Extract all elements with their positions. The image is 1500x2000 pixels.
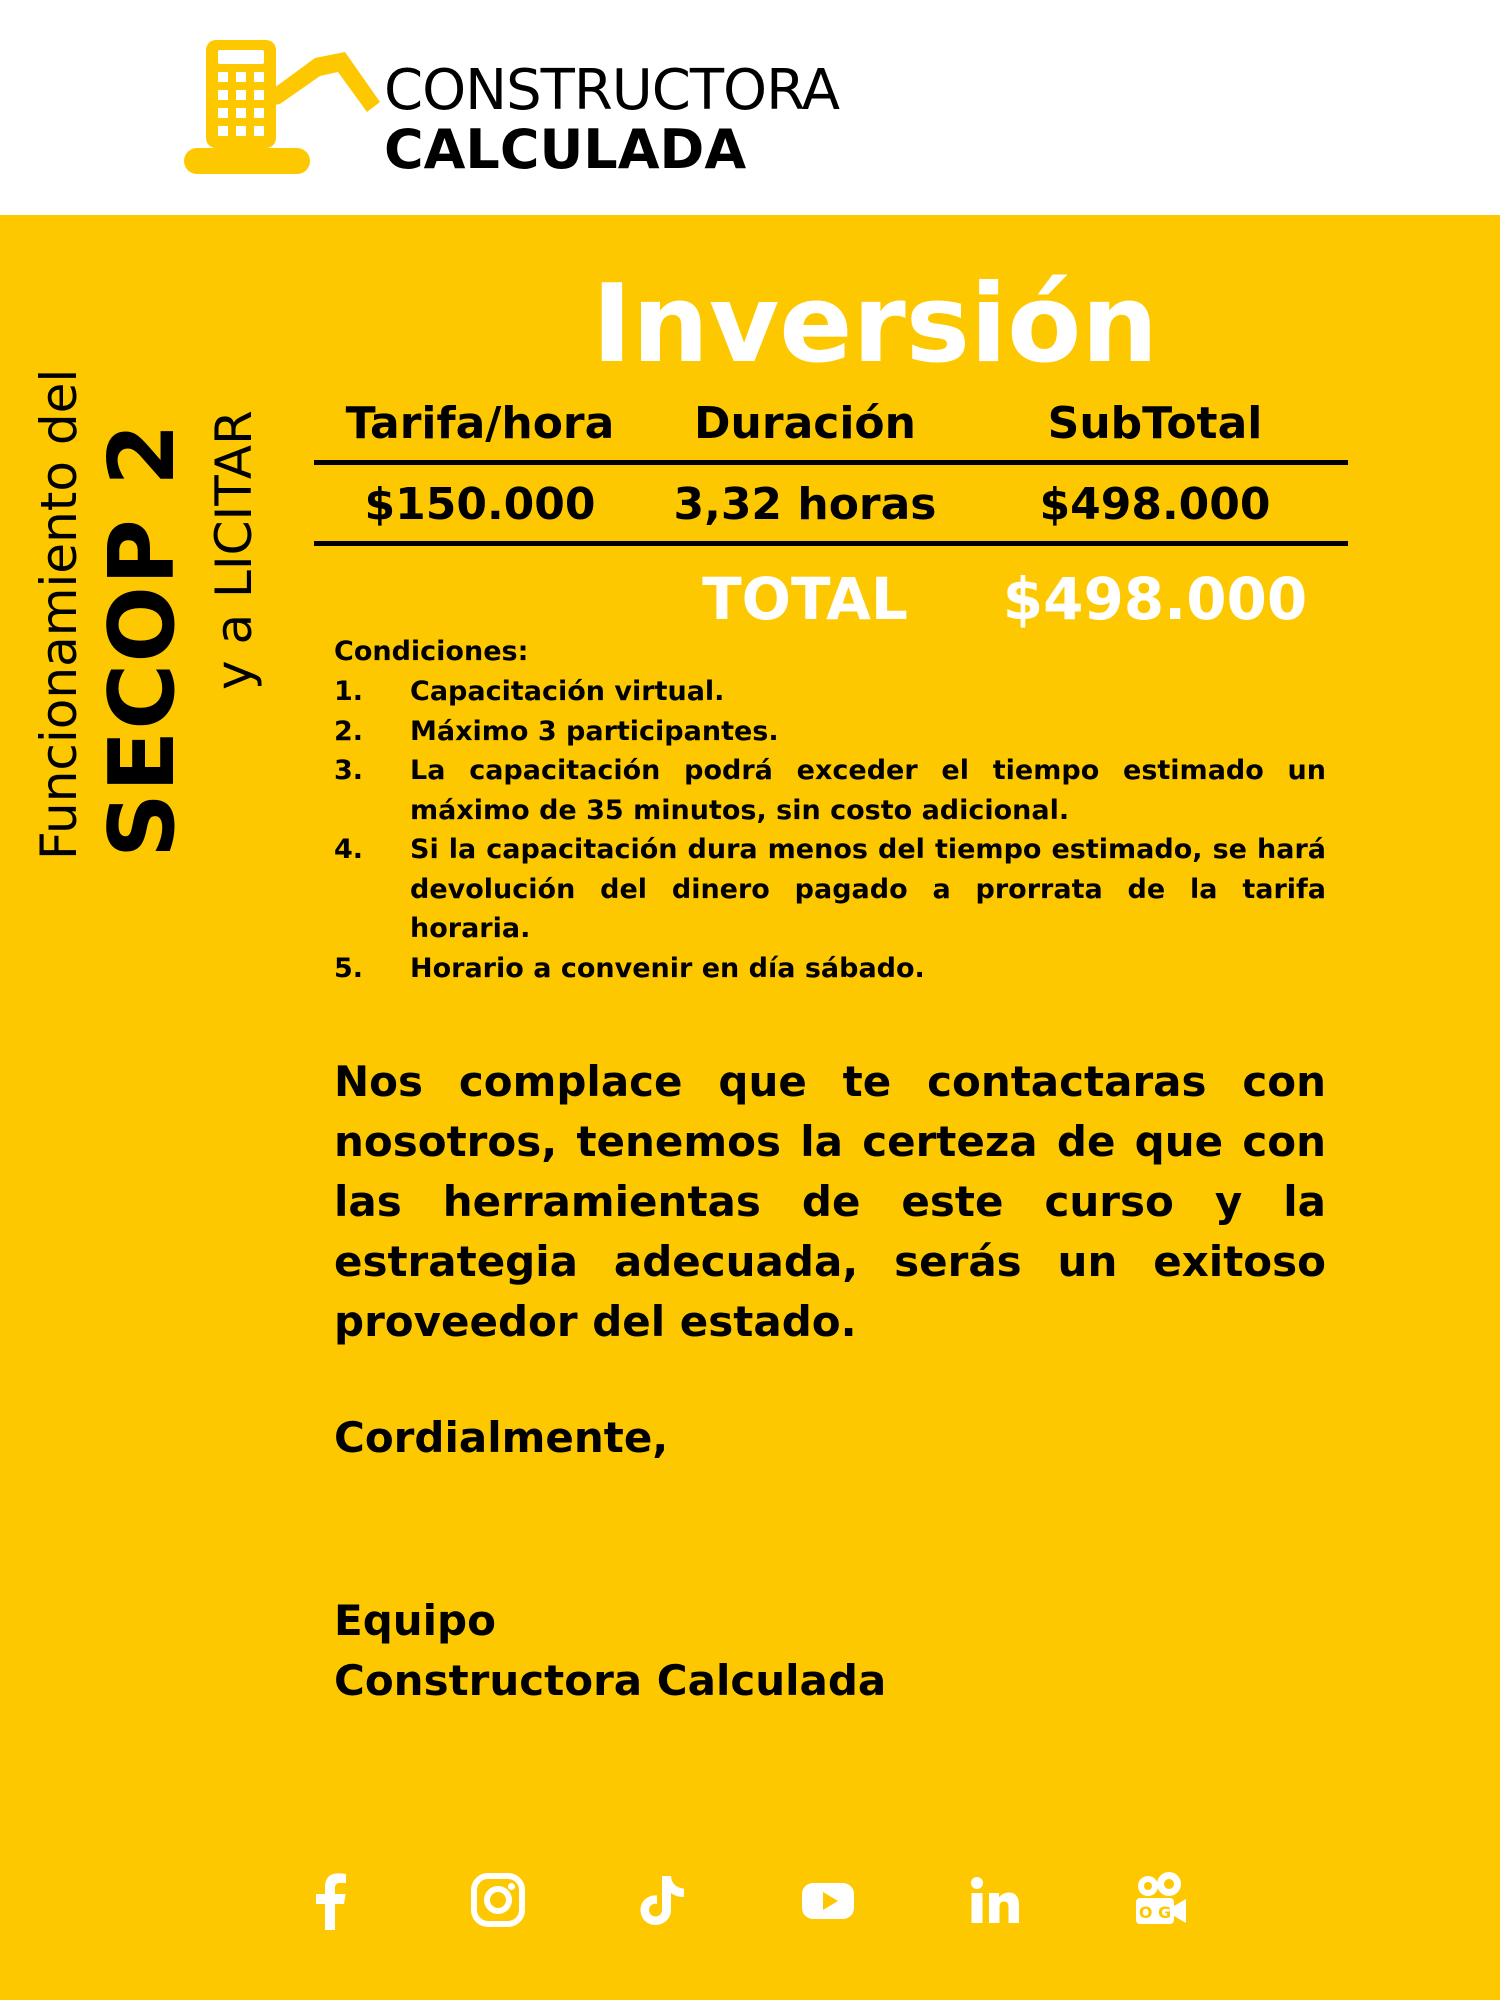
table-rule-top	[314, 460, 1348, 465]
page-title: Inversión	[591, 262, 1159, 387]
regards-text: Cordialmente,	[334, 1413, 669, 1462]
facebook-icon[interactable]	[302, 1870, 362, 1930]
list-item-number: 3.	[334, 755, 364, 786]
table-cell-rate: $150.000	[364, 479, 596, 530]
conditions-title: Condiciones:	[334, 636, 529, 667]
table-header-rate: Tarifa/hora	[345, 398, 615, 449]
instagram-icon[interactable]	[468, 1870, 528, 1930]
list-item-text: La capacitación podrá exceder el tiempo estimado un máximo de 35 minutos, sin costo adicional.	[410, 755, 1326, 826]
list-item-text: Máximo 3 participantes.	[410, 715, 779, 747]
brand-name-line2: CALCULADA	[384, 118, 747, 181]
tiktok-icon[interactable]	[632, 1870, 692, 1930]
signature-line2: Constructora Calculada	[334, 1656, 887, 1705]
list-item-number: 4.	[334, 834, 364, 865]
table-rule-bottom	[314, 541, 1348, 546]
list-item-text: Capacitación virtual.	[410, 676, 725, 707]
header	[0, 0, 1500, 215]
list-item	[334, 751, 1326, 830]
table-header-duration: Duración	[694, 398, 916, 449]
list-item-text: Horario a convenir en día sábado.	[410, 952, 925, 984]
list-item-text: Si la capacitación dura menos del tiempo estimado, se hará devolución del dinero pagado a prorrata de la tarifa horaria.	[410, 834, 1326, 944]
svg-text:O G: O G	[1138, 1903, 1172, 1922]
table-header-subtotal: SubTotal	[1047, 398, 1263, 449]
conditions-list	[334, 672, 1326, 988]
list-item-number: 2.	[334, 715, 364, 747]
linkedin-icon[interactable]	[964, 1870, 1024, 1930]
youtube-icon[interactable]	[798, 1870, 858, 1930]
video-camera-icon[interactable]	[1130, 1870, 1190, 1930]
brand-name-line1: CONSTRUCTORA	[384, 58, 840, 123]
list-item	[334, 830, 1326, 949]
list-item	[334, 672, 1326, 712]
list-item	[334, 949, 1326, 989]
list-item-number: 1.	[334, 676, 364, 707]
total-value: $498.000	[1002, 565, 1308, 633]
side-title-line3: y a LICITAR	[205, 410, 263, 690]
list-item-number: 5.	[334, 952, 364, 984]
list-item	[334, 712, 1326, 752]
calculator-crane-logo-icon	[180, 36, 380, 178]
signature-line1: Equipo	[334, 1596, 496, 1645]
closing-paragraph: Nos complace que te contactaras con nosotros, tenemos la certeza de que con las herramientas de este curso y la estrategia adecuada, serás un exitoso proveedor del estado.	[334, 1057, 1326, 1346]
side-title-line1: Funcionamiento del	[30, 368, 88, 860]
table-cell-duration: 3,32 horas	[673, 479, 937, 530]
table-cell-subtotal: $498.000	[1039, 479, 1271, 530]
side-title-line2: SECOP 2	[90, 422, 195, 858]
side-course-title	[30, 300, 280, 860]
total-label: TOTAL	[702, 565, 908, 633]
